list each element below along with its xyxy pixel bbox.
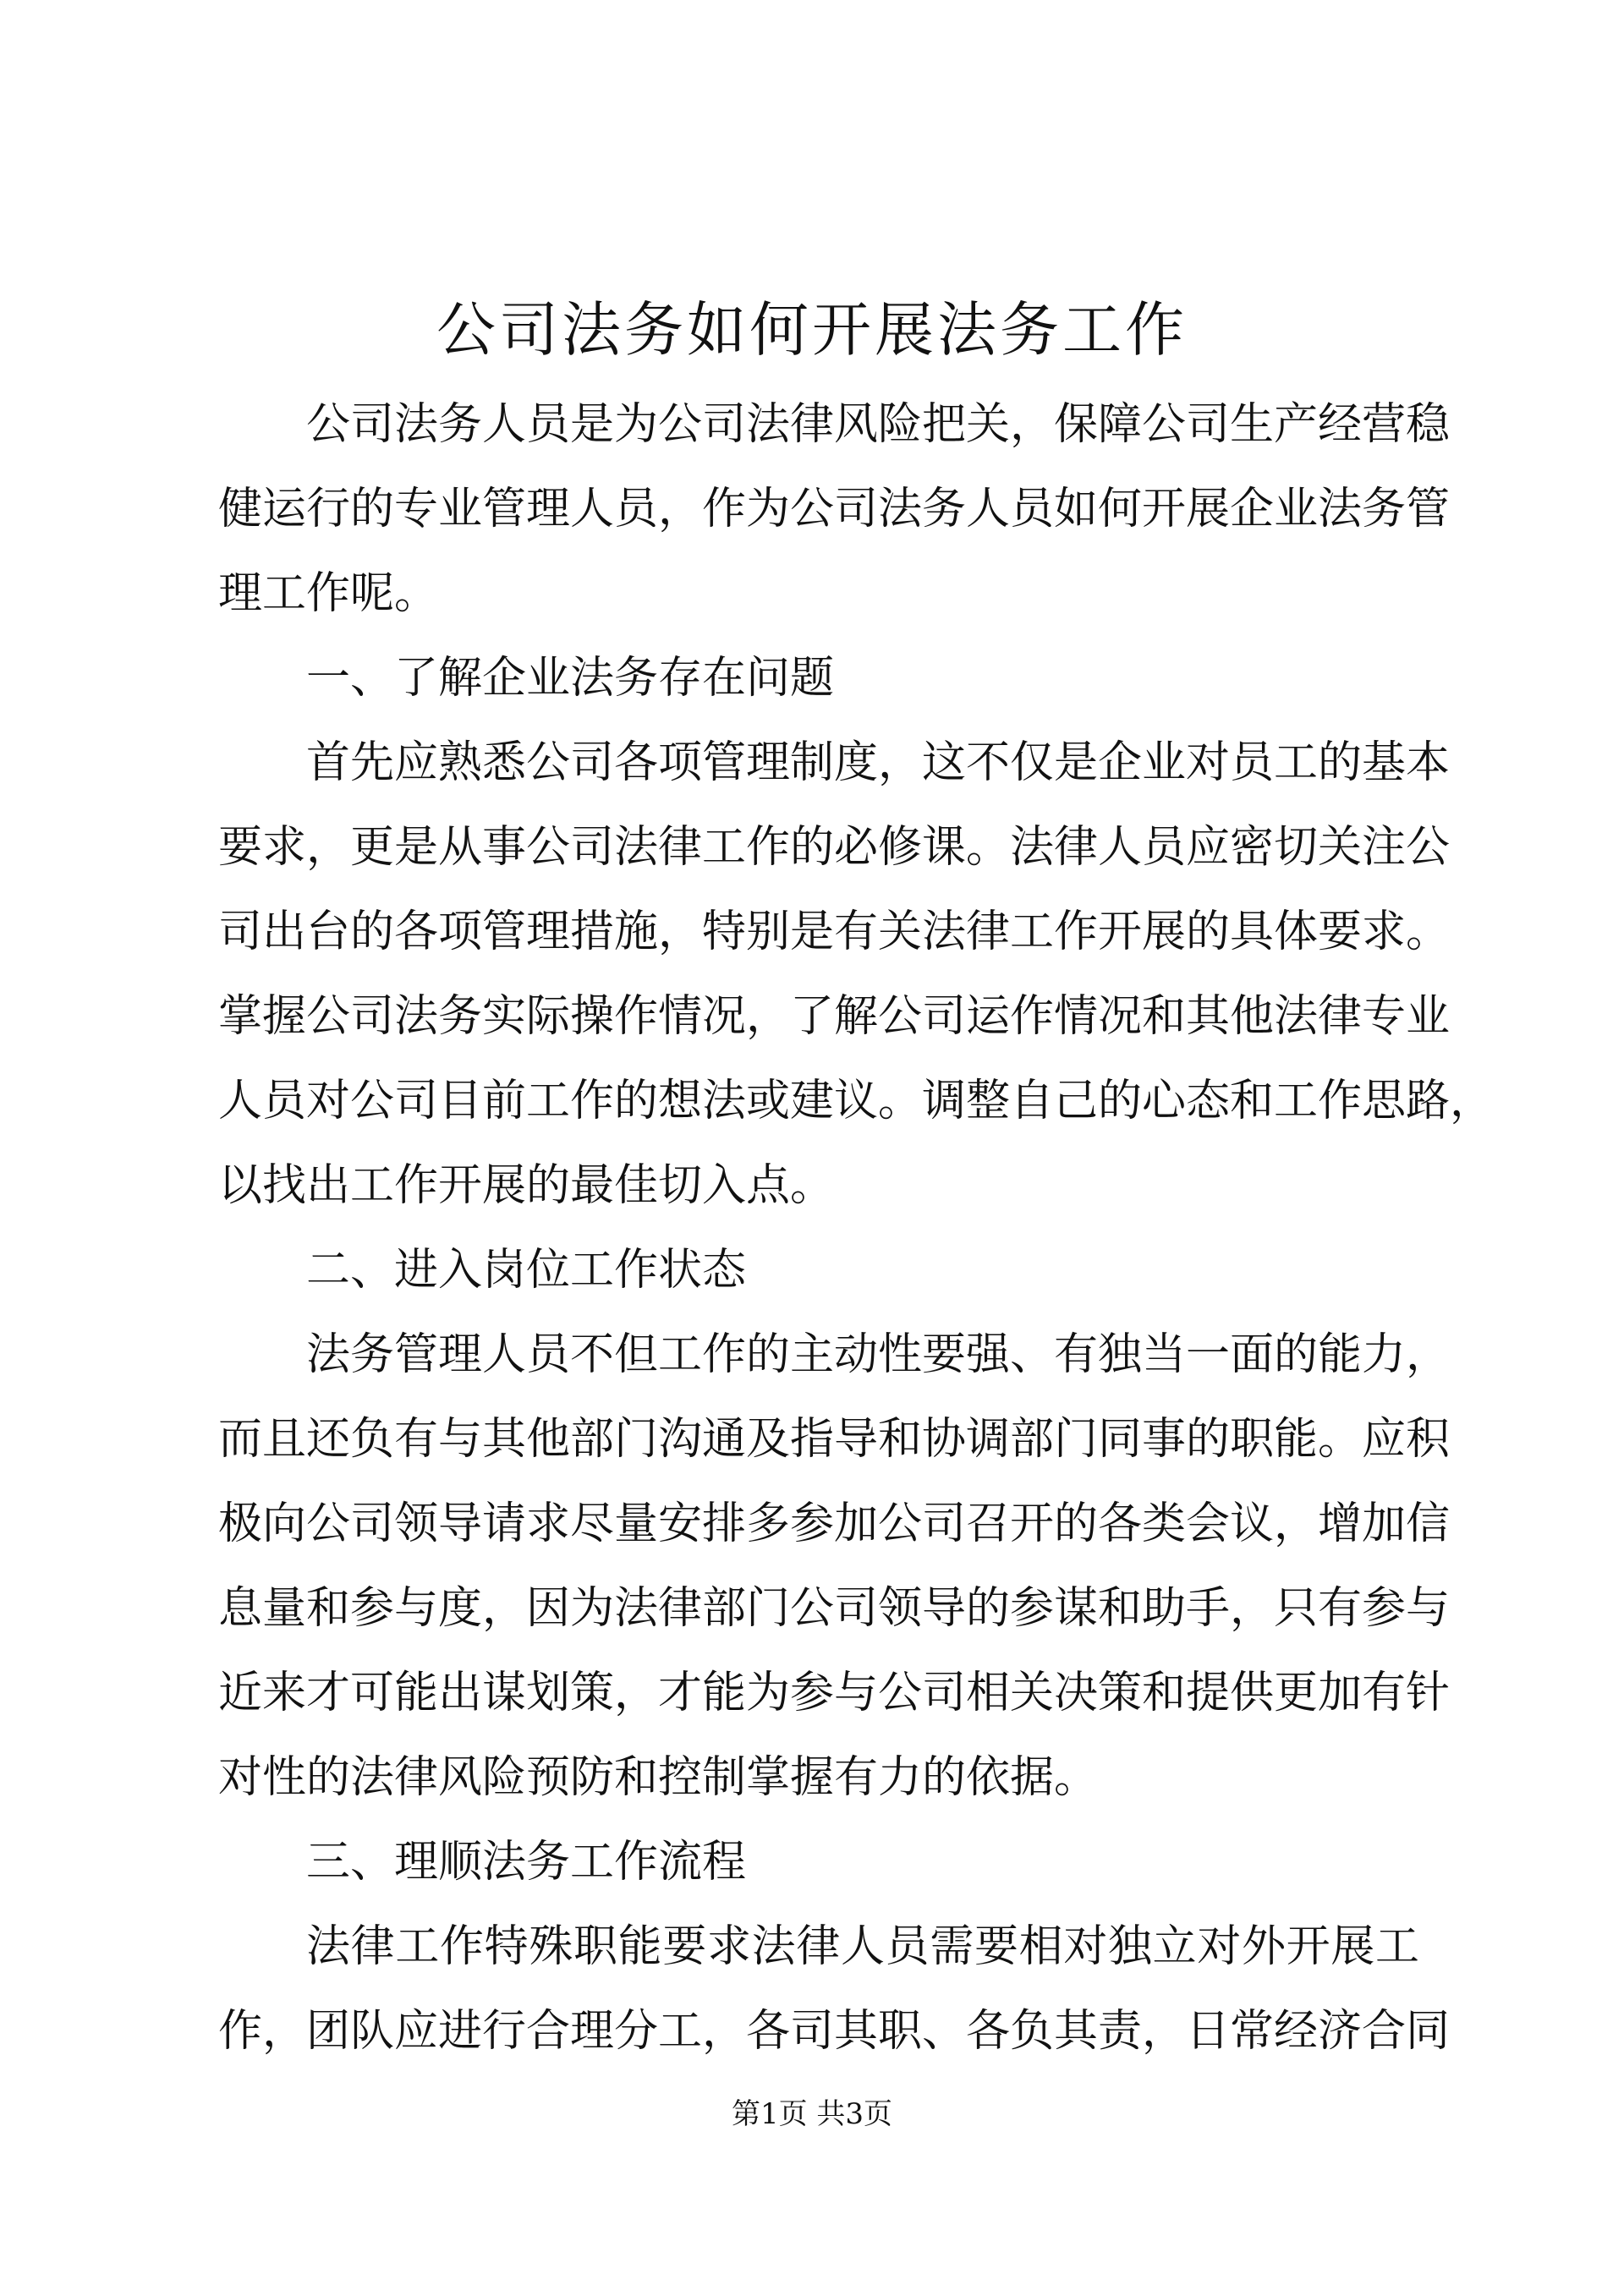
paragraph-line: 司出台的各项管理措施，特别是有关法律工作开展的具体要求。 (218, 907, 1451, 957)
paragraph-line: 极向公司领导请求尽量安排多参加公司召开的各类会议，增加信 (218, 1499, 1451, 1549)
paragraph-line: 法务管理人员不但工作的主动性要强、有独当一面的能力， (306, 1329, 1451, 1380)
paragraph-line: 作，团队应进行合理分工，各司其职、各负其责，日常经济合同 (218, 2006, 1451, 2057)
paragraph-line: 息量和参与度，因为法律部门公司领导的参谋和助手，只有参与 (218, 1583, 1451, 1634)
paragraph-line: 理工作呢。 (218, 568, 439, 619)
paragraph-line: 法律工作特殊职能要求法律人员需要相对独立对外开展工 (306, 1921, 1419, 1972)
paragraph-line: 对性的法律风险预防和控制掌握有力的依据。 (218, 1752, 1099, 1803)
paragraph-line: 要求，更是从事公司法律工作的必修课。法律人员应密切关注公 (218, 822, 1451, 873)
paragraph-line: 公司法务人员是为公司法律风险把关，保障公司生产经营稳 (306, 399, 1451, 450)
paragraph-line: 而且还负有与其他部门沟通及指导和协调部门同事的职能。应积 (218, 1414, 1451, 1465)
section-heading: 一、了解企业法务存在问题 (306, 653, 835, 704)
paragraph-line: 掌握公司法务实际操作情况，了解公司运作情况和其他法律专业 (218, 991, 1451, 1042)
paragraph-line: 人员对公司目前工作的想法或建议。调整自己的心态和工作思路， (218, 1076, 1495, 1126)
page-number-footer: 第1页 共3页 (731, 2097, 893, 2131)
section-heading: 三、理顺法务工作流程 (306, 1837, 747, 1888)
paragraph-line: 首先应熟悉公司各项管理制度，这不仅是企业对员工的基本 (306, 737, 1451, 788)
paragraph-line: 近来才可能出谋划策，才能为参与公司相关决策和提供更加有针 (218, 1668, 1451, 1718)
paragraph-line: 健运行的专业管理人员，作为公司法务人员如何开展企业法务管 (218, 484, 1451, 534)
paragraph-line: 以找出工作开展的最佳切入点。 (218, 1160, 835, 1211)
section-heading: 二、进入岗位工作状态 (306, 1245, 747, 1296)
document-body (218, 382, 1495, 2074)
document-title: 公司法务如何开展法务工作 (436, 295, 1188, 364)
